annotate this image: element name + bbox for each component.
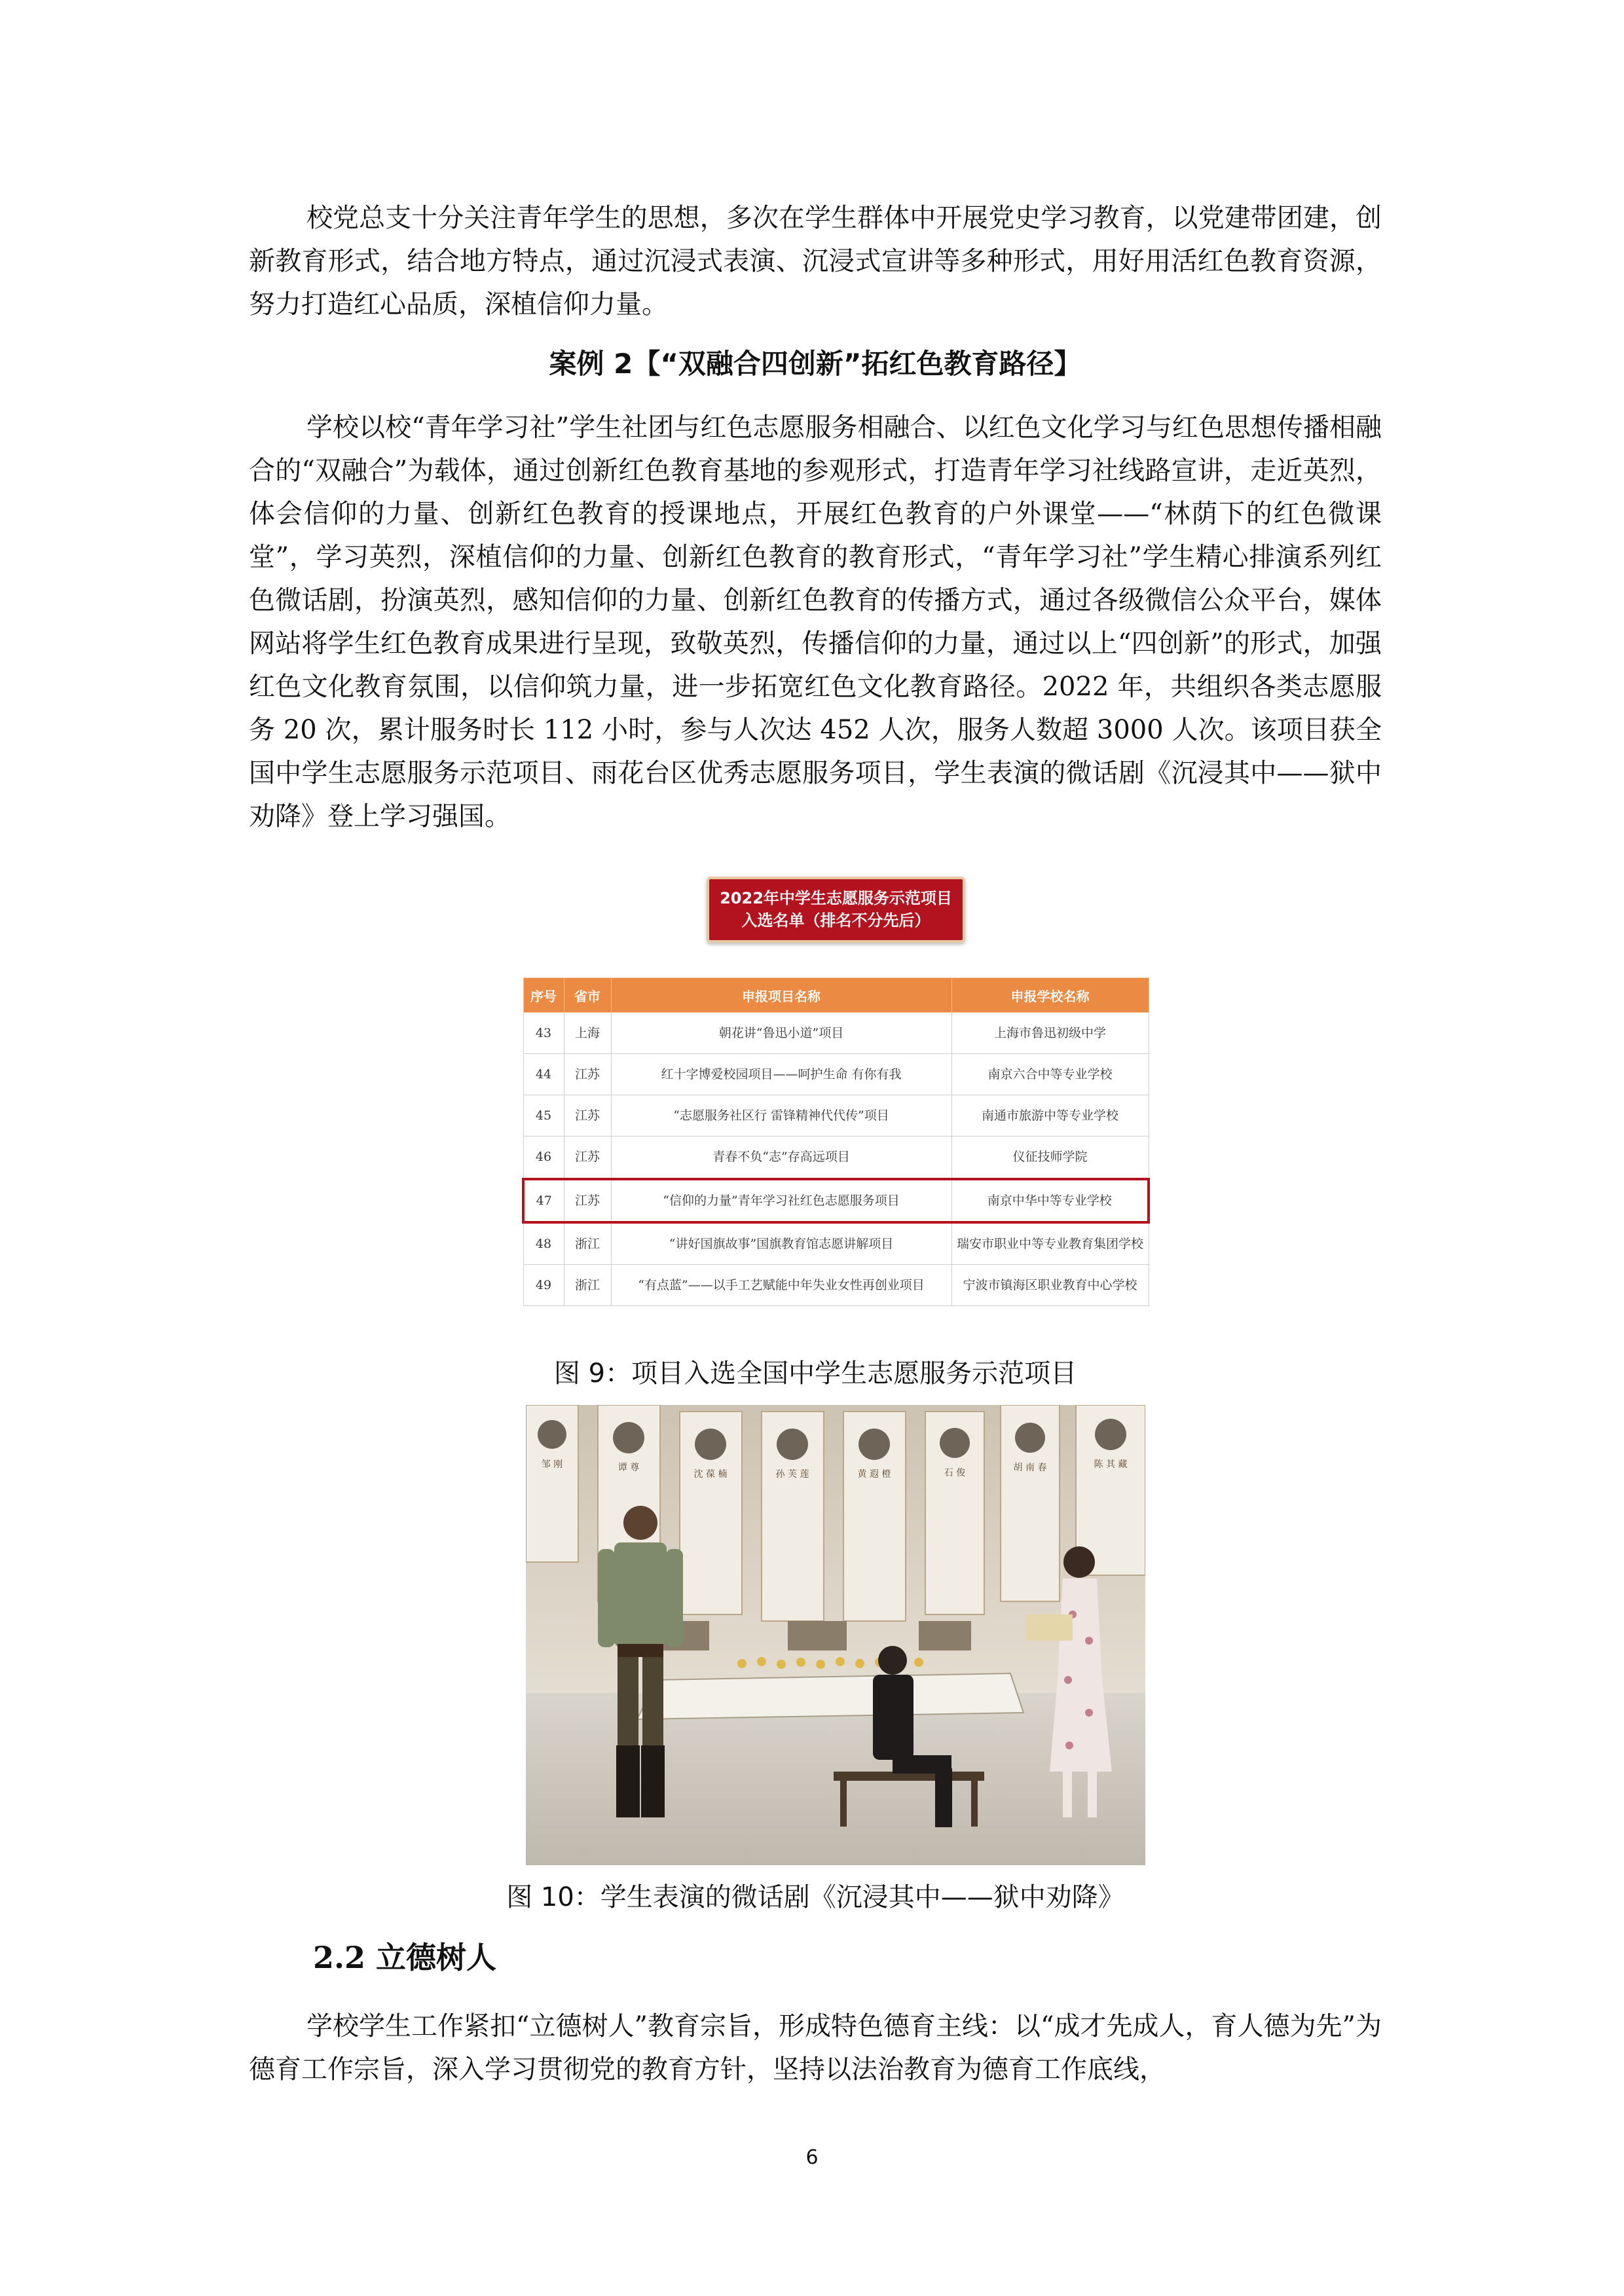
figure9-banner-line2: 入选名单（排名不分先后） xyxy=(741,911,931,930)
row-province: 浙江 xyxy=(564,1264,611,1305)
table-row xyxy=(523,1137,1149,1179)
wall-name: 沈 葆 楠 xyxy=(693,1469,728,1480)
row-project: 朝花讲“鲁迅小道”项目 xyxy=(611,1013,951,1054)
row-school: 南京中华中等专业学校 xyxy=(951,1179,1149,1222)
row-project: 青春不负“志”存高远项目 xyxy=(611,1137,951,1179)
wall-name: 黄 遐 橙 xyxy=(857,1469,891,1480)
row-project: “志愿服务社区行 雷锋精神代代传”项目 xyxy=(611,1095,951,1137)
row-school: 南京六合中等专业学校 xyxy=(951,1054,1149,1095)
row-no: 48 xyxy=(523,1222,564,1265)
table-row xyxy=(523,1054,1149,1095)
row-school: 南通市旅游中等专业学校 xyxy=(951,1095,1149,1137)
row-school: 宁波市镇海区职业教育中心学校 xyxy=(951,1264,1149,1305)
wall-name: 邹 刚 xyxy=(541,1459,563,1470)
row-no: 43 xyxy=(523,1013,564,1054)
header-school: 申报学校名称 xyxy=(951,978,1149,1013)
wall-name: 石 俊 xyxy=(944,1468,966,1478)
header-no: 序号 xyxy=(523,978,564,1013)
row-province: 上海 xyxy=(564,1013,611,1054)
paragraph-double-integration: 学校以校“青年学习社”学生社团与红色志愿服务相融合、以红色文化学习与红色思想传播相融合的“双融合”为载体，通过创新红色教育基地的参观形式，打造青年学习社线路宣讲，走近英烈，体会信仰的力量、创新红色教育的授课地点，开展红色教育的户外课堂——“林荫下的红色微课堂”，学习英烈，深植信仰的力量、创新红色教育的教育形式，“青年学习社”学生精心排演系列红色微话剧，扮演英烈，感知信仰的力量、创新红色教育的传播方式，通过各级微信公众平台，媒体网站将学生红色教育成果进行呈现，致敬英烈，传播信仰的力量，通过以上“四创新”的形式，加强红色文化教育氛围，以信仰筑力量，进一步拓宽红色文化教育路径。2022 年，共组织各类志愿服务 20 次，累计服务时长 112 小时，参与人次达 452 人次，服务人数超 3000 人次。该项目获全国中学生志愿服务示范项目、雨花台区优秀志愿服务项目，学生表演的微话剧《沉浸其中——狱中劝降》登上学习强国。 xyxy=(249,412,1382,831)
row-no: 47 xyxy=(523,1179,564,1222)
row-project: “有点蓝”——以手工艺赋能中年失业女性再创业项目 xyxy=(611,1264,951,1305)
drama-scene-illustration xyxy=(526,1405,1145,1865)
row-no: 45 xyxy=(523,1095,564,1137)
figure9-banner xyxy=(707,877,965,943)
page-number: 6 xyxy=(805,2146,819,2169)
wall-name: 谭 尊 xyxy=(618,1463,640,1473)
row-project: 红十字博爱校园项目——呵护生命 有你有我 xyxy=(611,1054,951,1095)
figure10-caption: 图 10：学生表演的微话剧《沉浸其中——狱中劝降》 xyxy=(506,1882,1124,1912)
header-province: 省市 xyxy=(564,978,611,1013)
row-no: 49 xyxy=(523,1264,564,1305)
row-province: 浙江 xyxy=(564,1222,611,1265)
case-2-title: 案例 2【“双融合四创新”拓红色教育路径】 xyxy=(549,348,1082,380)
paragraph-moral-education: 学校学生工作紧扣“立德树人”教育宗旨，形成特色德育主线：以“成才先成人，育人德为先”为德育工作宗旨，深入学习贯彻党的教育方针，坚持以法治教育为德育工作底线， xyxy=(249,2011,1382,2085)
row-province: 江苏 xyxy=(564,1054,611,1095)
row-project: “信仰的力量”青年学习社红色志愿服务项目 xyxy=(611,1179,951,1222)
row-school: 仪征技师学院 xyxy=(951,1137,1149,1179)
row-province: 江苏 xyxy=(564,1137,611,1179)
header-project: 申报项目名称 xyxy=(611,978,951,1013)
figure9-project-table xyxy=(522,977,1150,1306)
row-no: 44 xyxy=(523,1054,564,1095)
table-row xyxy=(523,1095,1149,1137)
row-no: 46 xyxy=(523,1137,564,1179)
table-row-highlighted xyxy=(523,1179,1149,1222)
figure9-caption: 图 9：项目入选全国中学生志愿服务示范项目 xyxy=(553,1358,1077,1389)
row-project: “讲好国旗故事”国旗教育馆志愿讲解项目 xyxy=(611,1222,951,1265)
paragraph-party-branch: 校党总支十分关注青年学生的思想，多次在学生群体中开展党史学习教育，以党建带团建，创新教育形式，结合地方特点，通过沉浸式表演、沉浸式宣讲等多种形式，用好用活红色教育资源，努力打造红心品质，深植信仰力量。 xyxy=(249,203,1382,319)
wall-name: 胡 南 春 xyxy=(1013,1463,1047,1473)
figure10-photo xyxy=(526,1405,1145,1865)
figure9-banner-line1: 2022年中学生志愿服务示范项目 xyxy=(720,889,952,907)
row-province: 江苏 xyxy=(564,1095,611,1137)
table-row xyxy=(523,1013,1149,1054)
table-header-row xyxy=(523,978,1149,1013)
row-province: 江苏 xyxy=(564,1179,611,1222)
table-row xyxy=(523,1264,1149,1305)
wall-name: 陈 其 藏 xyxy=(1094,1459,1128,1470)
row-school: 上海市鲁迅初级中学 xyxy=(951,1013,1149,1054)
wall-name: 孙 芙 莲 xyxy=(775,1469,809,1480)
table-row xyxy=(523,1222,1149,1265)
section-title: 2.2 立德树人 xyxy=(313,1940,497,1975)
row-school: 瑞安市职业中等专业教育集团学校 xyxy=(951,1222,1149,1265)
